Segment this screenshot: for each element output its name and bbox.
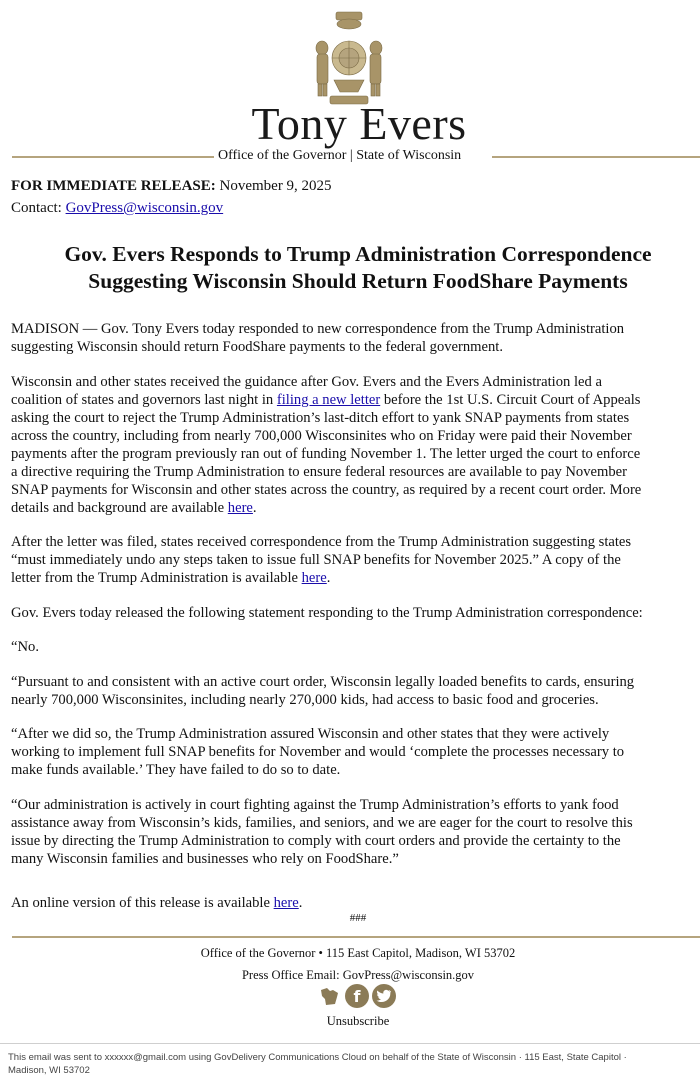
text-line: a directive requiring the Trump Administration to ensure federal resources are available to pay November [11, 463, 627, 480]
footer-address: Office of the Governor • 115 East Capitol, Madison, WI 53702 [200, 946, 516, 960]
text-line: asking the court to reject the Trump Administration’s last-ditch effort to yank SNAP payments from states [11, 409, 630, 426]
text-line: “No. [11, 639, 39, 655]
text-line: assistance away from Wisconsin’s kids, families, and seniors, and we are eager for the court to resolve this [11, 814, 633, 831]
paragraph-intro [11, 320, 700, 356]
footer-rule [12, 936, 700, 938]
wisconsin-map-icon[interactable] [318, 984, 342, 1008]
online-version-here-link[interactable]: here [273, 894, 299, 911]
paragraph-court-order [11, 673, 700, 709]
text-line: nearly 700,000 Wisconsinites, including nearly 270,000 kids, had access to basic food and groceries. [11, 691, 599, 708]
twitter-icon[interactable] [372, 984, 396, 1008]
text-line: across the country, including from nearly 700,000 Wisconsinites who on Friday were paid their November [11, 427, 632, 444]
text-line: Gov. Evers today released the following statement responding to the Trump Administration correspondence: [11, 604, 643, 621]
text-line: “Our administration is actively in court fighting against the Trump Administration’s efforts to yank food [11, 796, 619, 813]
text-line: working to implement full SNAP benefits for November and would ‘complete the processes necessary to [11, 744, 625, 760]
text-line: before the 1st U.S. Circuit Court of Appeals [380, 391, 641, 408]
text-line: After the letter was filed, states received correspondence from the Trump Administration suggesting states [11, 534, 632, 550]
paragraph-statement-intro [11, 604, 700, 622]
paragraph-administration [11, 796, 700, 868]
unsubscribe-link-wrap [0, 1014, 700, 1029]
bird-glyph-icon [376, 989, 392, 1003]
office-subtitle: Office of the Governor | State of Wisconsin [218, 148, 462, 163]
paragraph-correspondence: After the letter was filed, states received correspondence from the Trump Administration suggesting states “must immediately undo any steps taken to issue full SNAP benefits for November 2025.” A copy of the letter from the Trump Administration is available here. [11, 534, 632, 586]
letterhead [0, 0, 700, 168]
social-links [318, 983, 396, 1009]
release-title [0, 241, 700, 295]
unsubscribe-link[interactable]: Unsubscribe [326, 1014, 390, 1028]
footer [0, 942, 700, 986]
contact-line [11, 197, 332, 219]
contact-label: Contact: [11, 200, 66, 216]
governor-name: Tony Evers [251, 98, 467, 149]
title-line-2: Suggesting Wisconsin Should Return FoodShare Payments [88, 269, 628, 293]
title-line-1: Gov. Evers Responds to Trump Administration Correspondence [64, 242, 652, 266]
text-line: letter from the Trump Administration is available [11, 570, 302, 586]
text-line: MADISON — Gov. Tony Evers today responded to new correspondence from the Trump Administration [11, 321, 625, 337]
text-line: many Wisconsin families and businesses who rely on FoodShare.” [11, 850, 399, 867]
letter-here-link[interactable]: here [301, 570, 327, 586]
text-line: “Pursuant to and consistent with an active court order, Wisconsin legally loaded benefits to cards, ensuring [11, 673, 635, 690]
text-line: details and background are available [11, 499, 228, 516]
disclaimer-rule [0, 1043, 700, 1044]
contact-email-link[interactable]: GovPress@wisconsin.gov [65, 200, 224, 216]
text-line: payments after the program previously ran out of funding November 1. The letter urged the court to enforce [11, 445, 641, 462]
delivery-disclaimer: This email was sent to xxxxxx@gmail.com using GovDelivery Communications Cloud on behalf of the State of Wisconsin · 115 East, State Capitol · Madison, WI 53702 [8, 1052, 627, 1076]
text-line: Wisconsin and other states received the guidance after Gov. Evers and the Evers Administration led a [11, 373, 602, 390]
details-here-link[interactable]: here [227, 499, 253, 516]
paragraph-no [11, 638, 700, 656]
text-line: coalition of states and governors last night in [11, 391, 277, 408]
paragraph-guidance: Wisconsin and other states received the guidance after Gov. Evers and the Evers Administration led a coalition of states and governors last night in filing a new letter before the 1st U.S. Circuit Court of Appeals asking the court to reject the Trump Administration’s last-ditch effort to yank SNAP payments from states across the country, including from nearly 700,000 Wisconsinites who on Friday were paid their November payments after the program previously ran out of funding November 1. The letter urged the court to enforce a directive requiring the Trump Administration to ensure federal resources are available to pay November SNAP payments for Wisconsin and other states across the country, as required by a recent court order. More details and background are available here. [11, 373, 642, 516]
text-line: suggesting Wisconsin should return FoodShare payments to the federal government. [11, 339, 503, 355]
facebook-icon[interactable]: f [345, 984, 369, 1008]
release-date: November 9, 2025 [215, 178, 332, 194]
paragraph-online-version: An online version of this release is available here. [11, 894, 303, 911]
state-seal-icon [308, 10, 390, 108]
release-meta [11, 175, 332, 219]
filing-letter-link[interactable]: filing a new letter [276, 391, 381, 408]
text-line: issue by directing the Trump Administration to comply with court orders and provide the certainty to the [11, 832, 621, 849]
end-mark: ### [349, 912, 367, 924]
text-line: “must immediately undo any steps taken to issue full SNAP benefits for November 2025.” A copy of the [11, 552, 621, 568]
header-rule-left [12, 156, 214, 158]
text-line: An online version of this release is available [11, 894, 274, 911]
text-line: SNAP payments for Wisconsin and other states across the country, as required by a recent court order. More [11, 481, 642, 498]
release-body [11, 320, 700, 928]
text-line: make funds available.’ They have failed to do so to date. [11, 762, 341, 778]
release-line [11, 175, 332, 197]
paragraph-assurance [11, 725, 700, 779]
footer-press-email: Press Office Email: GovPress@wisconsin.gov [241, 968, 475, 982]
release-label: FOR IMMEDIATE RELEASE: [11, 178, 216, 194]
header-rule-right [492, 156, 700, 158]
text-line: “After we did so, the Trump Administration assured Wisconsin and other states that they were actively [11, 726, 610, 742]
